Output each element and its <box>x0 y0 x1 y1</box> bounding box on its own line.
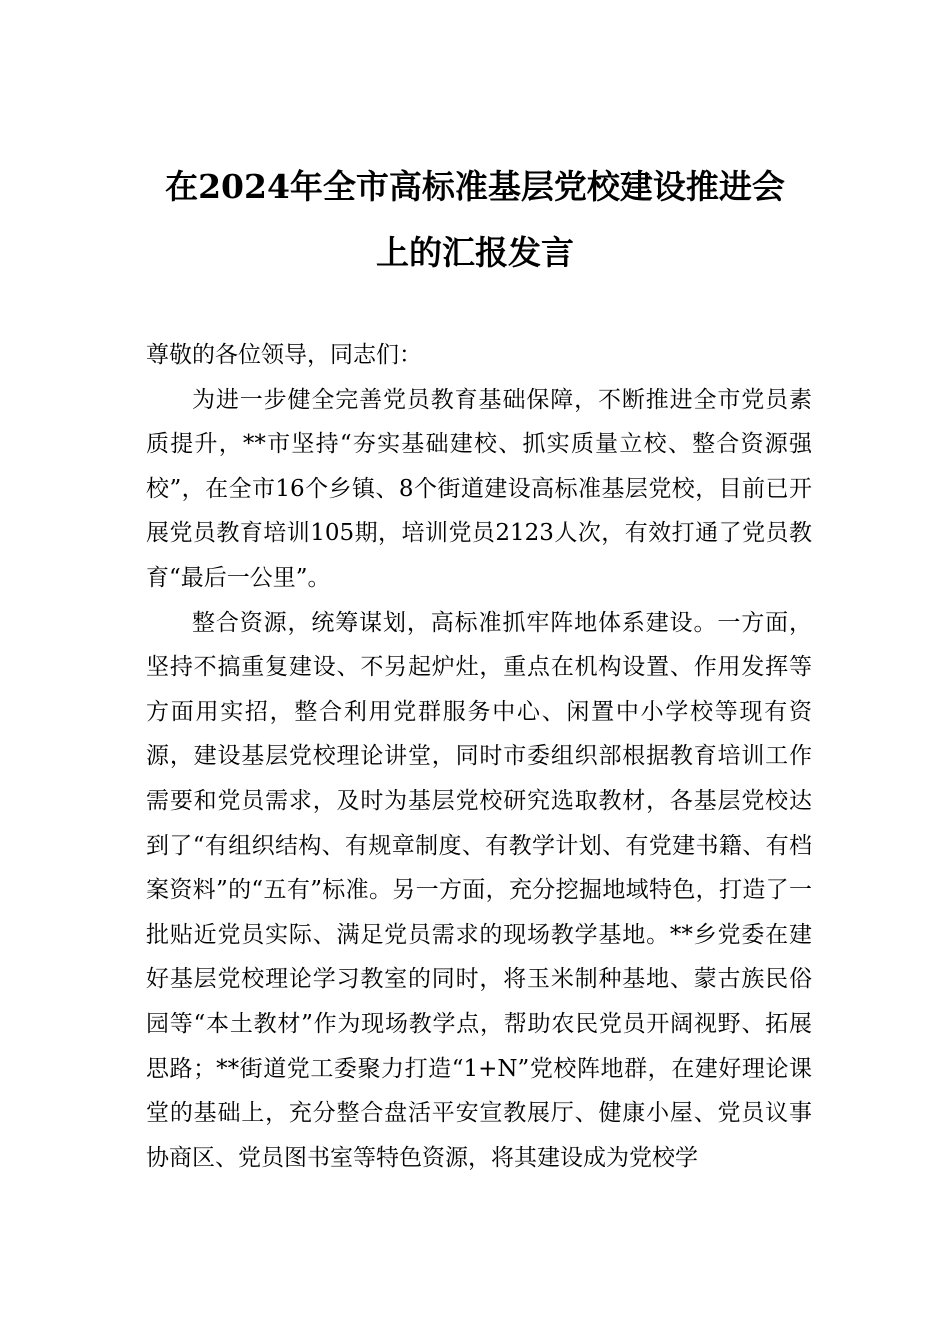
document-title-line-2: 上的汇报发言 <box>376 233 574 272</box>
paragraph-2: 整合资源，统筹谋划，高标准抓牢阵地体系建设。一方面，坚持不搞重复建设、不另起炉灶，重点在机构设置、作用发挥等方面用实招，整合利用党群服务中心、闲置中小学校等现有资源，建设基层党校理论讲堂，同时市委组织部根据教育培训工作需要和党员需求，及时为基层党校研究选取教材，各基层党校达到了“有组织结构、有规章制度、有教学计划、有党建书籍、有档案资料”的“五有”标准。另一方面，充分挖掘地域特色，打造了一批贴近党员实际、满足党员需求的现场教学基地。**乡党委在建好基层党校理论学习教室的同时，将玉米制种基地、蒙古族民俗园等“本土教材”作为现场教学点，帮助农民党员开阔视野、拓展思路；**街道党工委聚力打造“1+N”党校阵地群，在建好理论课堂的基础上，充分整合盘活平安宣教展厅、健康小屋、党员议事协商区、党员图书室等特色资源，将其建设成为党校学 <box>146 609 812 1171</box>
document-title-line-1: 在2024年全市高标准基层党校建设推进会 <box>165 167 785 206</box>
document-body <box>146 333 812 1180</box>
salutation: 尊敬的各位领导，同志们： <box>146 342 422 368</box>
paragraph-1: 为进一步健全完善党员教育基础保障，不断推进全市党员素质提升，**市坚持“夯实基础建校、抓实质量立校、整合资源强校”，在全市16个乡镇、8个街道建设高标准基层党校，目前已开展党员教育培训105期，培训党员2123人次，有效打通了党员教育“最后一公里”。 <box>146 386 812 591</box>
